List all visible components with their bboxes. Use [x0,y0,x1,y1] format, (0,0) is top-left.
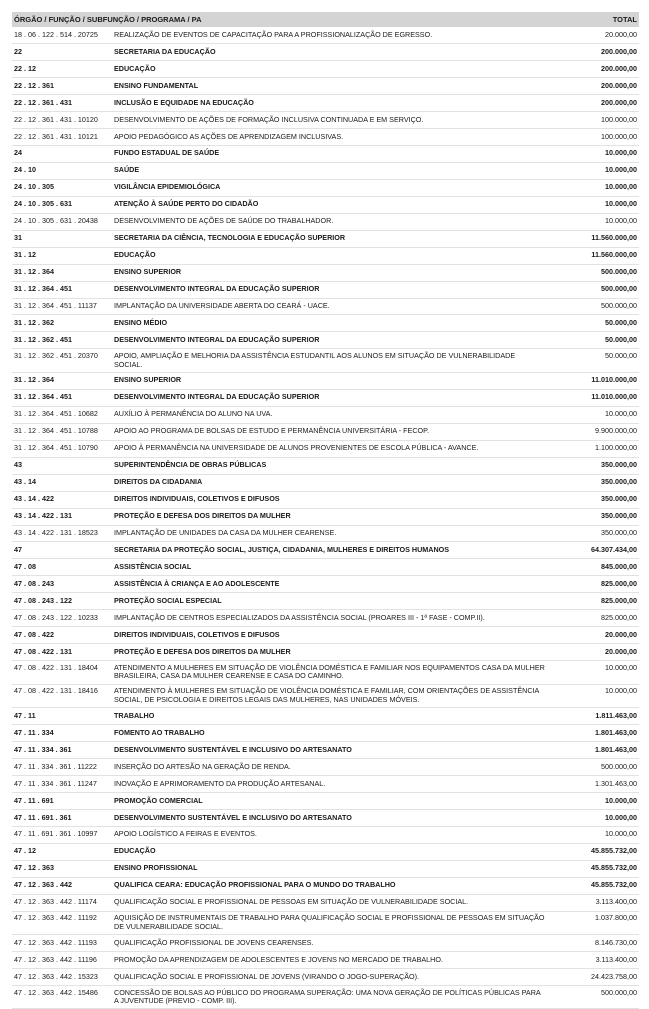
row-code: 47 . 08 . 243 [14,579,54,589]
row-description: DESENVOLVIMENTO SUSTENTÁVEL E INCLUSIVO DO ARTESANATO [114,812,352,822]
row-code: 24 . 10 . 305 . 631 . 20438 [14,216,98,226]
table-row [12,112,639,129]
table-row [12,685,639,708]
row-total: 350.000,00 [601,511,637,521]
table-row [12,895,639,912]
table-row [12,935,639,952]
row-total: 825.000,00 [601,579,637,589]
row-total: 10.000,00 [605,409,637,419]
table-row [12,644,639,661]
row-code: 22 [14,46,22,56]
row-description: INOVAÇÃO E APRIMORAMENTO DA PRODUÇÃO ARTESANAL. [114,778,326,788]
row-total: 1.301.463,00 [595,778,637,788]
row-total: 200.000,00 [601,80,637,90]
table-row [12,315,639,332]
table-row [12,390,639,407]
row-description: DESENVOLVIMENTO DE AÇÕES DE SAÚDE DO TRABALHADOR. [114,216,334,226]
row-total: 10.000,00 [605,216,637,226]
row-total: 10.000,00 [605,662,637,672]
table-row [12,27,639,44]
row-description: PROMOÇÃO COMERCIAL [114,795,203,805]
row-description: ENSINO FUNDAMENTAL [114,80,199,90]
row-description: QUALIFICAÇÃO PROFISSIONAL DE JOVENS CEARENSES. [114,937,314,947]
row-description: QUALIFICA CEARA: EDUCAÇÃO PROFISSIONAL PARA O MUNDO DO TRABALHO [114,880,396,890]
row-description: DIREITOS INDIVIDUAIS, COLETIVOS E DIFUSOS [114,494,280,504]
row-total: 825.000,00 [601,596,637,606]
row-description: ENSINO SUPERIOR [114,267,182,277]
row-total: 100.000,00 [601,131,637,141]
row-code: 31 [14,233,22,243]
row-code: 31 . 12 . 364 . 451 . 10682 [14,409,98,419]
row-description: PROTEÇÃO E DEFESA DOS DIREITOS DA MULHER [114,646,291,656]
table-row [12,78,639,95]
row-code: 22 . 12 [14,63,36,73]
table-row [12,708,639,725]
row-code: 47 [14,545,22,555]
row-description: APOIO LOGÍSTICO A FEIRAS E EVENTOS. [114,829,257,839]
table-row [12,332,639,349]
row-description: DESENVOLVIMENTO INTEGRAL DA EDUCAÇÃO SUPERIOR [114,284,320,294]
row-description: DESENVOLVIMENTO INTEGRAL DA EDUCAÇÃO SUPERIOR [114,392,320,402]
row-description: AQUISIÇÃO DE INSTRUMENTAIS DE TRABALHO PARA QUALIFICAÇÃO SOCIAL E PROFISSIONAL DE PESSOAS EM SITUAÇÃO DE VULNERABILIDADE SOCIAL. [114,913,545,931]
row-code: 47 . 12 . 363 . 442 . 11192 [14,913,97,923]
table-row [12,197,639,214]
table-row [12,95,639,112]
row-total: 1.100.000,00 [595,443,637,453]
row-total: 10.000,00 [605,812,637,822]
table-row [12,952,639,969]
row-code: 47 . 11 [14,710,36,720]
table-row [12,475,639,492]
row-code: 47 . 12 . 363 . 442 . 15323 [14,971,98,981]
row-description: ENSINO SUPERIOR [114,375,182,385]
row-total: 50.000,00 [605,351,637,360]
table-row [12,610,639,627]
table-row [12,146,639,163]
budget-table [12,12,639,1009]
row-description: IMPLANTAÇÃO DE UNIDADES DA CASA DA MULHER CEARENSE. [114,528,337,538]
row-code: 47 . 11 . 691 [14,795,54,805]
row-code: 43 . 14 . 422 [14,494,54,504]
row-description: APOIO AO PROGRAMA DE BOLSAS DE ESTUDO E PERMANÊNCIA UNIVERSITÁRIA - FECOP. [114,426,429,436]
table-row [12,407,639,424]
row-code: 47 . 08 . 422 . 131 . 18416 [14,686,98,696]
row-description: QUALIFICAÇÃO SOCIAL E PROFISSIONAL DE JOVENS (VIRANDO O JOGO-SUPERAÇÃO). [114,971,419,981]
header-label-left: ÓRGÃO / FUNÇÃO / SUBFUNÇÃO / PROGRAMA / PA [14,15,202,24]
row-total: 845.000,00 [601,562,637,572]
row-code: 47 . 11 . 334 [14,727,54,737]
row-description: ENSINO MÉDIO [114,318,168,328]
row-description: SECRETARIA DA PROTEÇÃO SOCIAL, JUSTIÇA, CIDADANIA, MULHERES E DIREITOS HUMANOS [114,545,450,555]
row-total: 825.000,00 [601,613,637,623]
row-total: 10.000,00 [605,795,637,805]
row-total: 10.000,00 [605,182,637,192]
row-total: 24.423.758,00 [591,971,637,981]
table-row [12,61,639,78]
row-description: ASSISTÊNCIA À CRIANÇA E AO ADOLESCENTE [114,579,280,589]
table-row [12,844,639,861]
row-description: DESENVOLVIMENTO DE AÇÕES DE FORMAÇÃO INCLUSIVA CONTINUADA E EM SERVIÇO. [114,114,424,124]
row-code: 47 . 08 . 243 . 122 . 10233 [14,613,98,623]
row-total: 10.000,00 [605,199,637,209]
row-description: ATENÇÃO À SAÚDE PERTO DO CIDADÃO [114,199,259,209]
table-row [12,349,639,372]
table-header [12,12,639,27]
row-description: SECRETARIA DA EDUCAÇÃO [114,46,216,56]
row-total: 10.000,00 [605,686,637,696]
row-code: 47 . 12 . 363 . 442 . 15486 [14,987,98,997]
row-description: EDUCAÇÃO [114,250,156,260]
row-total: 45.855.732,00 [591,846,637,856]
row-description: ENSINO PROFISSIONAL [114,863,198,873]
table-row [12,593,639,610]
row-total: 8.146.730,00 [595,937,637,947]
row-code: 24 . 10 . 305 . 631 [14,199,72,209]
row-total: 45.855.732,00 [591,863,637,873]
table-row [12,180,639,197]
row-description: CONCESSÃO DE BOLSAS AO PÚBLICO DO PROGRAMA SUPERAÇÃO: UMA NOVA GERAÇÃO DE POLÍTICAS PÚBLICAS PARA A JUVENTUDE (PREVIO - COMP. III). [114,987,541,1006]
row-total: 20.000,00 [605,646,637,656]
row-description: FUNDO ESTADUAL DE SAÚDE [114,148,220,158]
row-total: 10.000,00 [605,148,637,158]
row-code: 24 . 10 . 305 [14,182,54,192]
header-label-total: TOTAL [612,15,637,24]
table-row [12,129,639,146]
table-row [12,810,639,827]
table-row [12,44,639,61]
table-row [12,878,639,895]
row-total: 20.000,00 [605,29,637,39]
row-total: 64.307.434,00 [591,545,637,555]
row-total: 500.000,00 [601,761,637,771]
table-row [12,424,639,441]
row-code: 31 . 12 . 362 . 451 [14,335,72,345]
table-row [12,725,639,742]
table-row [12,969,639,986]
row-code: 18 . 06 . 122 . 514 . 20725 [14,29,98,39]
row-description: SUPERINTENDÊNCIA DE OBRAS PÚBLICAS [114,460,267,470]
row-total: 350.000,00 [601,460,637,470]
row-total: 350.000,00 [601,477,637,487]
table-row [12,912,639,935]
row-total: 9.900.000,00 [595,426,637,436]
row-total: 1.037.800,00 [595,913,637,923]
row-code: 31 . 12 . 364 . 451 . 11137 [14,301,97,311]
table-row [12,231,639,248]
table-row [12,742,639,759]
table-row [12,526,639,543]
row-code: 31 . 12 . 364 [14,267,54,277]
row-code: 31 . 12 . 364 . 451 . 10788 [14,426,98,436]
row-description: EDUCAÇÃO [114,63,156,73]
table-row [12,861,639,878]
row-description: FOMENTO AO TRABALHO [114,727,205,737]
row-code: 47 . 11 . 334 . 361 . 11247 [14,778,97,788]
row-code: 47 . 08 . 422 . 131 [14,646,72,656]
row-code: 43 . 14 [14,477,36,487]
row-description: DIREITOS DA CIDADANIA [114,477,203,487]
row-code: 47 . 11 . 691 . 361 [14,812,72,822]
row-description: IMPLANTAÇÃO DA UNIVERSIDADE ABERTA DO CEARÁ - UACE. [114,301,330,311]
table-row [12,661,639,684]
table-row [12,282,639,299]
row-code: 47 . 11 . 334 . 361 . 11222 [14,761,97,771]
row-total: 500.000,00 [601,267,637,277]
row-code: 24 [14,148,22,158]
table-row [12,509,639,526]
row-code: 31 . 12 . 364 [14,375,54,385]
row-total: 11.560.000,00 [591,250,637,260]
row-total: 200.000,00 [601,97,637,107]
row-total: 1.801.463,00 [595,727,637,737]
table-row [12,776,639,793]
table-row [12,542,639,559]
row-description: APOIO PEDAGÓGICO AS AÇÕES DE APRENDIZAGEM INCLUSIVAS. [114,131,344,141]
row-code: 22 . 12 . 361 . 431 . 10121 [14,131,98,141]
row-description: ATENDIMENTO A MULHERES EM SITUAÇÃO DE VIOLÊNCIA DOMÉSTICA E FAMILIAR NOS EQUIPAMENTOS CASA DA MULHER BRASILEIRA, CASA DA MULHER CEARENSE E CASA DO CAMINHO. [114,662,545,681]
row-description: APOIO, AMPLIAÇÃO E MELHORIA DA ASSISTÊNCIA ESTUDANTIL AOS ALUNOS EM SITUAÇÃO DE VULNERABILIDADE SOCIAL. [114,351,516,369]
table-row [12,214,639,231]
row-description: QUALIFICAÇÃO SOCIAL E PROFISSIONAL DE PESSOAS EM SITUAÇÃO DE VULNERABILIDADE SOCIAL. [114,897,469,907]
row-description: DESENVOLVIMENTO SUSTENTÁVEL E INCLUSIVO DO ARTESANATO [114,744,352,754]
table-row [12,248,639,265]
row-total: 200.000,00 [601,63,637,73]
row-code: 31 . 12 . 364 . 451 . 10790 [14,443,98,453]
table-row [12,441,639,458]
row-code: 47 . 12 . 363 . 442 [14,880,72,890]
table-row [12,793,639,810]
row-code: 24 . 10 [14,165,36,175]
row-description: ATENDIMENTO À MULHERES EM SITUAÇÃO DE VIOLÊNCIA DOMÉSTICA E FAMILIAR, COM ORIENTAÇÕES DE ASSISTÊNCIA SOCIAL, DE PSICOLOGIA E DIREITOS LEGAIS DAS MULHERES, NAS UNIDADES MÓVEIS. [114,686,539,704]
row-total: 11.560.000,00 [591,233,637,243]
row-total: 50.000,00 [605,318,637,328]
row-code: 47 . 08 . 422 [14,630,54,639]
row-code: 47 . 12 . 363 . 442 . 11196 [14,954,97,964]
row-total: 20.000,00 [605,630,637,639]
table-row [12,163,639,180]
row-total: 3.113.400,00 [595,897,637,907]
row-total: 200.000,00 [601,46,637,56]
row-description: PROTEÇÃO E DEFESA DOS DIREITOS DA MULHER [114,511,291,521]
row-code: 47 . 12 . 363 [14,863,54,873]
table-row [12,827,639,844]
row-description: SECRETARIA DA CIÊNCIA, TECNOLOGIA E EDUCAÇÃO SUPERIOR [114,233,346,243]
row-code: 22 . 12 . 361 [14,80,54,90]
row-total: 10.000,00 [605,829,637,839]
row-total: 11.010.000,00 [591,392,637,402]
row-description: ASSISTÊNCIA SOCIAL [114,562,192,572]
row-total: 1.811.463,00 [595,710,637,720]
row-description: DIREITOS INDIVIDUAIS, COLETIVOS E DIFUSOS [114,630,280,639]
row-code: 31 . 12 . 364 . 451 [14,392,72,402]
row-total: 50.000,00 [605,335,637,345]
row-code: 31 . 12 . 364 . 451 [14,284,72,294]
row-total: 45.855.732,00 [591,880,637,890]
row-description: IMPLANTAÇÃO DE CENTROS ESPECIALIZADOS DA ASSISTÊNCIA SOCIAL (PROARES III - 1ª FASE - COMP.II). [114,613,485,623]
row-code: 47 . 12 . 363 . 442 . 11174 [14,897,97,907]
row-description: EDUCAÇÃO [114,846,156,856]
table-row [12,458,639,475]
row-total: 10.000,00 [605,165,637,175]
row-code: 47 . 12 [14,846,36,856]
table-row [12,265,639,282]
row-total: 3.113.400,00 [595,954,637,964]
row-code: 47 . 11 . 334 . 361 [14,744,72,754]
row-total: 350.000,00 [601,528,637,538]
row-code: 31 . 12 . 362 [14,318,54,328]
row-code: 47 . 08 . 243 . 122 [14,596,72,606]
row-description: PROTEÇÃO SOCIAL ESPECIAL [114,596,222,606]
row-description: DESENVOLVIMENTO INTEGRAL DA EDUCAÇÃO SUPERIOR [114,335,320,345]
row-code: 47 . 08 . 422 . 131 . 18404 [14,662,98,672]
row-total: 350.000,00 [601,494,637,504]
row-description: INCLUSÃO E EQUIDADE NA EDUCAÇÃO [114,97,254,107]
row-description: INSERÇÃO DO ARTESÃO NA GERAÇÃO DE RENDA. [114,761,291,771]
row-description: SAÚDE [114,165,140,175]
row-description: APOIO À PERMANÊNCIA NA UNIVERSIDADE DE ALUNOS PROVENIENTES DE ESCOLA PÚBLICA - AVANCE. [114,443,479,453]
table-row [12,759,639,776]
table-body [12,27,639,1009]
table-row [12,986,639,1009]
table-row [12,627,639,644]
row-total: 100.000,00 [601,114,637,124]
row-code: 22 . 12 . 361 . 431 [14,97,72,107]
row-code: 31 . 12 [14,250,36,260]
table-row [12,373,639,390]
row-description: PROMOÇÃO DA APRENDIZAGEM DE ADOLESCENTES E JOVENS NO MERCADO DE TRABALHO. [114,954,443,964]
row-code: 47 . 08 [14,562,36,572]
row-code: 47 . 12 . 363 . 442 . 11193 [14,937,97,947]
row-total: 1.801.463,00 [595,744,637,754]
row-code: 43 . 14 . 422 . 131 . 18523 [14,528,98,538]
row-total: 11.010.000,00 [591,375,637,385]
row-total: 500.000,00 [601,284,637,294]
row-code: 43 [14,460,22,470]
row-description: REALIZAÇÃO DE EVENTOS DE CAPACITAÇÃO PARA A PROFISSIONALIZAÇÃO DE EGRESSO. [114,29,433,39]
row-description: TRABALHO [114,710,155,720]
row-total: 500.000,00 [601,301,637,311]
row-description: AUXÍLIO À PERMANÊNCIA DO ALUNO NA UVA. [114,409,273,419]
table-row [12,576,639,593]
table-row [12,492,639,509]
row-code: 43 . 14 . 422 . 131 [14,511,72,521]
row-code: 47 . 11 . 691 . 361 . 10997 [14,829,98,839]
row-description: VIGILÂNCIA EPIDEMIOLÓGICA [114,182,221,192]
row-total: 500.000,00 [601,987,637,997]
table-row [12,299,639,316]
table-row [12,559,639,576]
row-code: 22 . 12 . 361 . 431 . 10120 [14,114,98,124]
row-code: 31 . 12 . 362 . 451 . 20370 [14,351,98,360]
